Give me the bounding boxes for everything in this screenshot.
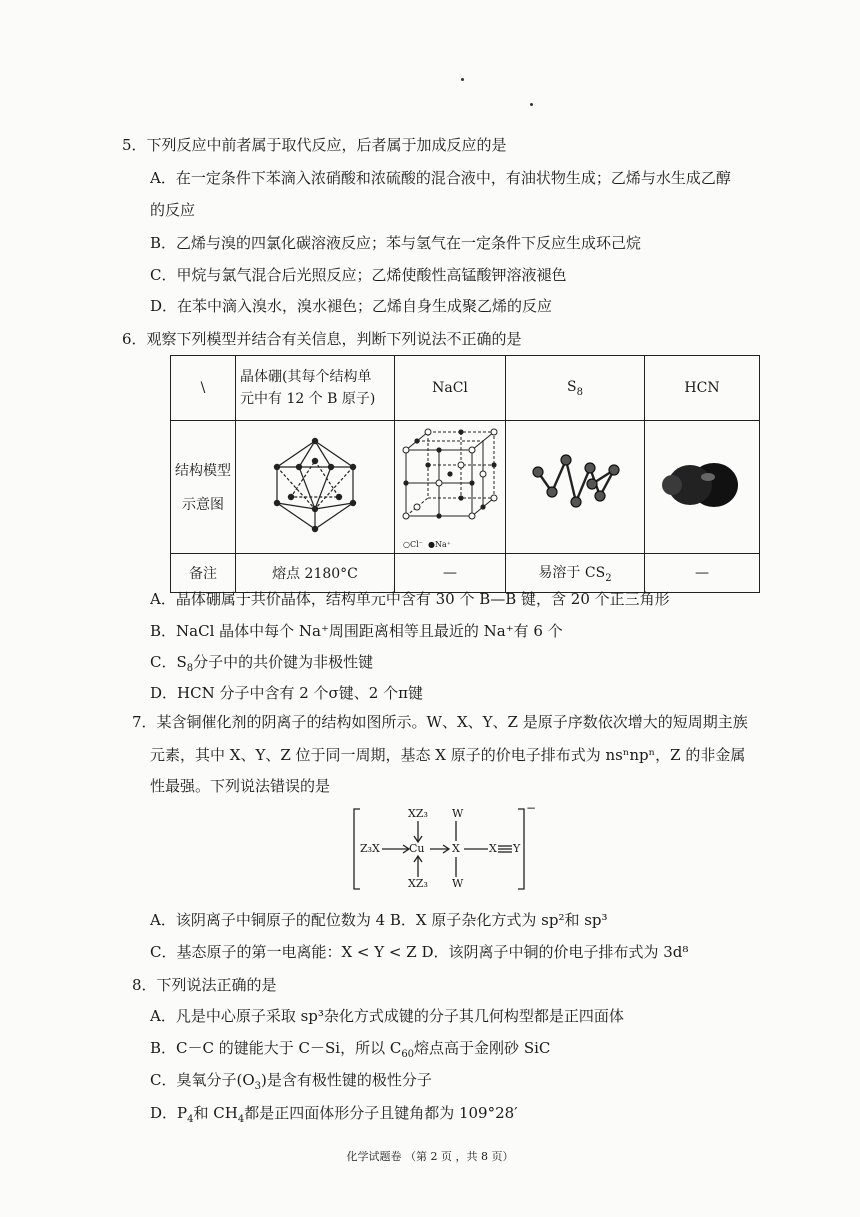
q7-options-cd: C．基态原子的第一电离能：X < Y < Z D．该阴离子中铜的价电子排布式为 3d⁸ <box>150 943 689 961</box>
nacl-lattice-image <box>395 421 506 554</box>
q8-option-a: A．凡是中心原子采取 sp³杂化方式成键的分子其几何构型都是正四面体 <box>150 1007 624 1025</box>
q6-option-a: A．晶体硼属于共价晶体，结构单元中含有 30 个 B—B 键，含 20 个正三角形 <box>150 590 670 608</box>
atom-y: Y <box>513 842 521 855</box>
row-label-notes: 备注 <box>171 554 236 593</box>
s8-molecule-icon <box>530 450 620 520</box>
page-footer: 化学试题卷 （第 2 页 ，共 8 页） <box>346 1150 514 1163</box>
header-nacl: NaCl <box>395 356 506 421</box>
q6-stem <box>122 329 522 349</box>
q6-option-b: B．NaCl 晶体中每个 Na⁺周围距离相等且最近的 Na⁺有 6 个 <box>150 622 563 640</box>
q5-stem <box>122 135 507 155</box>
icosahedron-icon <box>269 437 361 533</box>
atom-cu: Cu <box>409 842 425 855</box>
ligand-top-xz3: XZ₃ <box>408 807 428 820</box>
atom-top-w: W <box>452 807 464 820</box>
table-row <box>171 554 760 593</box>
q7-stem-line2: 元素，其中 X、Y、Z 位于同一周期，基态 X 原子的价电子排布式为 nsⁿnpⁿ，Z 的非金属 <box>150 746 746 764</box>
q8-option-d: D．$P_4$和 $CH_4$都是正四面体形分子且键角都为 109°28′ <box>150 1104 518 1125</box>
ligand-bottom-xz3: XZ₃ <box>408 877 428 890</box>
ligand-left-z3x: Z₃X <box>360 842 380 855</box>
header-boron: 晶体硼(其每个结构单 元中有 12 个 B 原子) <box>236 356 395 421</box>
table-corner: \ <box>171 356 236 421</box>
q8-option-b: B．C－C 的键能大于 C－Si，所以 $C_{60}$熔点高于金刚砂 SiC <box>150 1039 551 1060</box>
s8-ring-image <box>506 421 645 554</box>
hcn-spacefill-image <box>645 421 760 554</box>
q8-stem: 8．下列说法正确的是 <box>132 976 277 994</box>
scan-speck <box>461 78 464 81</box>
q5-option-d: D．在苯中滴入溴水，溴水褪色；乙烯自身生成聚乙烯的反应 <box>150 297 553 315</box>
boron-icosahedron-image <box>236 421 395 554</box>
q5-option-a-cont: 的反应 <box>150 201 196 219</box>
q5-option-c: C．甲烷与氯气混合后光照反应；乙烯使酸性高锰酸钾溶液褪色 <box>150 266 567 284</box>
q7-stem: 7．某含铜催化剂的阴离子的结构如图所示。W、X、Y、Z 是原子序数依次增大的短周期主族 <box>132 713 748 731</box>
atom-bottom-w: W <box>452 877 464 890</box>
hcn-molecule-icon <box>660 455 744 515</box>
q6-table <box>170 355 760 593</box>
q7-number: 7． <box>132 713 157 731</box>
row-label-model: 结构模型 示意图 <box>171 421 236 554</box>
table-row <box>171 356 760 421</box>
header-hcn: HCN <box>645 356 760 421</box>
note-hcn: — <box>645 554 760 593</box>
q5-option-b: B．乙烯与溴的四氯化碳溶液反应；苯与氢气在一定条件下反应生成环己烷 <box>150 234 642 252</box>
q5-number: 5． <box>122 136 147 154</box>
note-nacl: — <box>395 554 506 593</box>
q6-stem-text: 观察下列模型并结合有关信息，判断下列说法不正确的是 <box>146 330 522 348</box>
nacl-lattice-icon <box>400 426 500 536</box>
q7-stem-line3: 性最强。下列说法错误的是 <box>150 777 331 795</box>
q8-option-c: C．臭氧分子$(O_3)$是含有极性键的极性分子 <box>150 1071 432 1092</box>
q5-option-a: A．在一定条件下苯滴入浓硝酸和浓硫酸的混合液中，有油状物生成；乙烯与水生成乙醇 <box>150 169 731 187</box>
note-s8: 易溶于 $CS_2$ <box>506 554 645 593</box>
note-boron: 熔点 2180°C <box>236 554 395 593</box>
charge-sign: − <box>526 801 537 815</box>
q5-stem-text: 下列反应中前者属于取代反应，后者属于加成反应的是 <box>146 136 507 154</box>
atom-x-right: X <box>489 842 497 855</box>
atom-x-center: X <box>452 842 460 855</box>
q6-option-c: C．$S_8$分子中的共价键为非极性键 <box>150 653 374 674</box>
scan-speck <box>530 103 533 106</box>
q8-number: 8． <box>132 976 157 994</box>
q7-options-ab: A．该阴离子中铜原子的配位数为 4 B．X 原子杂化方式为 sp²和 sp³ <box>150 911 608 929</box>
nacl-legend: ○Cl⁻ ●Na⁺ <box>403 539 451 549</box>
table-row <box>171 421 760 554</box>
header-s8: $S_8$ <box>506 356 645 421</box>
q6-option-d: D．HCN 分子中含有 2 个σ键、2 个π键 <box>150 684 423 702</box>
q6-number: 6． <box>122 330 147 348</box>
anion-structure <box>352 801 537 893</box>
